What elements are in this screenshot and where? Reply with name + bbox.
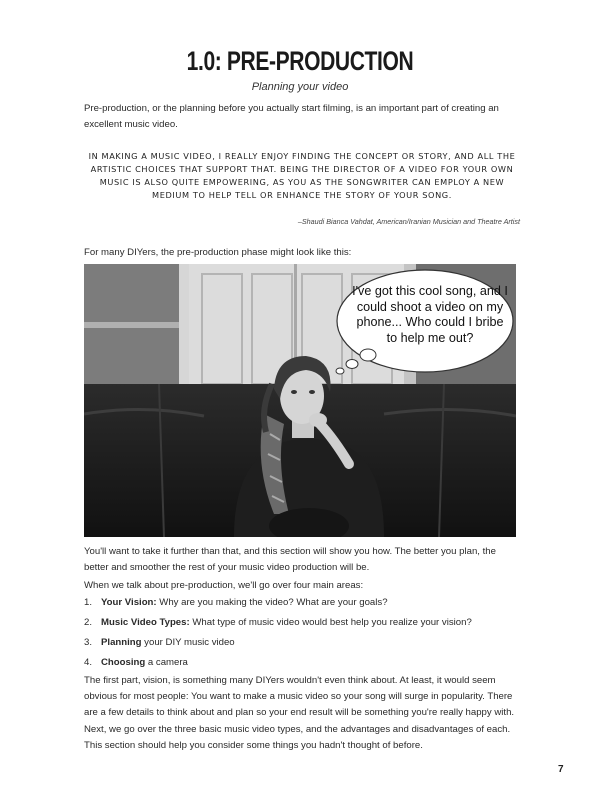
after-photo-paragraph: You'll want to take it further than that, and this section will show you how. The better you plan, the better and smoother the rest of your music video production will be. (84, 546, 496, 573)
list-item-number: 1. (84, 597, 93, 608)
intro-paragraph: Pre-production, or the planning before you actually start filming, is an important part of creating an excellent music video. (84, 103, 499, 130)
list-item-key: Music Video Types: (101, 617, 190, 628)
page-number: 7 (558, 764, 564, 775)
list-item-text: What type of music video would best help you realize your vision? (189, 617, 472, 628)
list-item (84, 657, 188, 673)
next-paragraph: Next, we go over the three basic music video types, and the advantages and disadvantages of each. This section should help you consider some things you hadn't thought of before. (84, 724, 511, 751)
vision-paragraph: The first part, vision, is something many DIYers wouldn't even think about. At least, it would seem obvious for most people: You want to make a music video so your song will surge in popularity. There are a few details to think about and plan so your end result will be something you're really happy with. (84, 675, 515, 718)
list-item-key: Choosing (101, 657, 146, 668)
list-item-number: 3. (84, 637, 93, 648)
list-item-number: 2. (84, 617, 93, 628)
pull-quote: IN MAKING A MUSIC VIDEO, I REALLY ENJOY FINDING THE CONCEPT OR STORY, AND ALL THE ARTISTIC CHOICES THAT SUPPORT THAT. BEING THE DIRECTOR OF A VIDEO FOR YOUR OWN MUSIC IS ALSO QUITE EMPOWERING, AS YOU AS THE SONGWRITER CAN EMPLOY A NEW MEDIUM TO HELP TELL OR ENHANCE THE STORY OF YOUR SONG. (88, 151, 516, 200)
section-subtitle: Planning your video (251, 81, 349, 93)
thought-bubble-text: I've got this cool song, and I could shoot a video on my phone... Who could I bribe to help me out? (352, 284, 508, 345)
list-item (84, 617, 472, 633)
list-item-text: your DIY music video (141, 637, 235, 648)
quote-attribution: –Shaudi Bianca Vahdat, American/Iranian Musician and Theatre Artist (297, 217, 520, 226)
lead-in-paragraph: For many DIYers, the pre-production phase might look like this: (84, 247, 352, 258)
list-item-text: Why are you making the video? What are your goals? (156, 597, 388, 608)
list-item-key: Planning (101, 637, 142, 648)
list-item-number: 4. (84, 657, 93, 668)
list-item (84, 637, 235, 653)
list-item-text: a camera (145, 657, 188, 668)
list-intro: When we talk about pre-production, we'll go over four main areas: (84, 580, 364, 591)
section-title: 1.0: PRE-PRODUCTION (186, 46, 414, 76)
list-item-key: Your Vision: (101, 597, 157, 608)
list-item (84, 597, 388, 613)
